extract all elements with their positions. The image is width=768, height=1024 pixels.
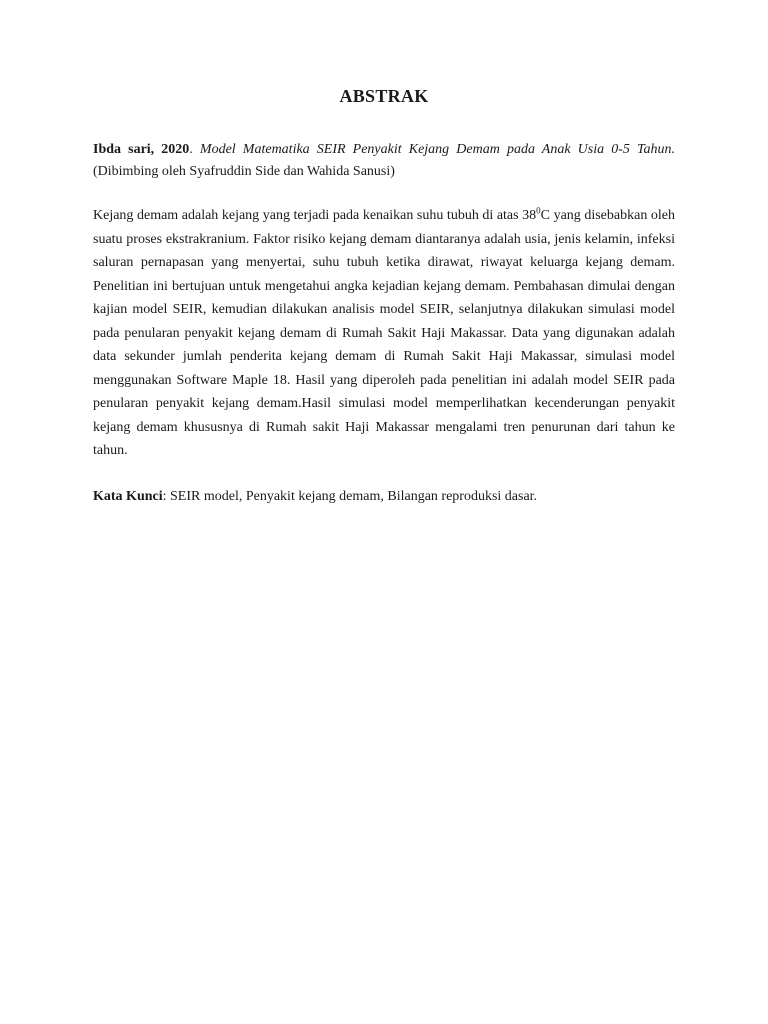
keywords — [93, 486, 675, 508]
abstract-text-part1: Kejang demam adalah kejang yang terjadi pada kenaikan suhu tubuh di atas 38 — [93, 208, 537, 223]
citation-supervisors: (Dibimbing oleh Syafruddin Side dan Wahida Sanusi) — [93, 164, 395, 179]
citation — [93, 139, 675, 183]
abstract-body — [93, 204, 675, 463]
degree-superscript: 0 — [536, 205, 541, 216]
page-title: ABSTRAK — [339, 86, 429, 106]
citation-first-line — [93, 139, 675, 161]
keywords-label: Kata Kunci — [93, 489, 163, 504]
keywords-text: : SEIR model, Penyakit kejang demam, Bilangan reproduksi dasar. — [162, 489, 538, 504]
abstract-text-part2: C yang disebabkan oleh suatu proses ekstrakranium. Faktor risiko kejang demam diantaranya adalah usia, jenis kelamin, infeksi saluran pernapasan yang menyertai, suhu tubuh ketika dirawat, riwayat keluarga kejang demam. Penelitian ini bertujuan untuk mengetahui angka kejadian kejang demam. Pembahasan dimulai dengan kajian model SEIR, kemudian dilakukan analisis model SEIR, selanjutnya dilakukan simulasi model pada penularan penyakit kejang demam di Rumah Sakit Haji Makassar. Data yang digunakan adalah data sekunder jumlah penderita kejang demam di Rumah Sakit Haji Makassar, simulasi model menggunakan Software Maple 18. Hasil yang diperoleh pada penelitian ini adalah model SEIR pada penularan penyakit kejang demam.Hasil simulasi model memperlihatkan kecenderungan penyakit kejang demam khususnya di Rumah sakit Haji Makassar mengalami tren penurunan dari tahun ke tahun. — [93, 208, 675, 458]
citation-separator: . — [189, 142, 200, 157]
citation-author-year: Ibda sari, 2020 — [93, 142, 190, 157]
citation-thesis-title: Model Matematika SEIR Penyakit Kejang Demam pada Anak Usia 0-5 Tahun. — [199, 142, 676, 157]
